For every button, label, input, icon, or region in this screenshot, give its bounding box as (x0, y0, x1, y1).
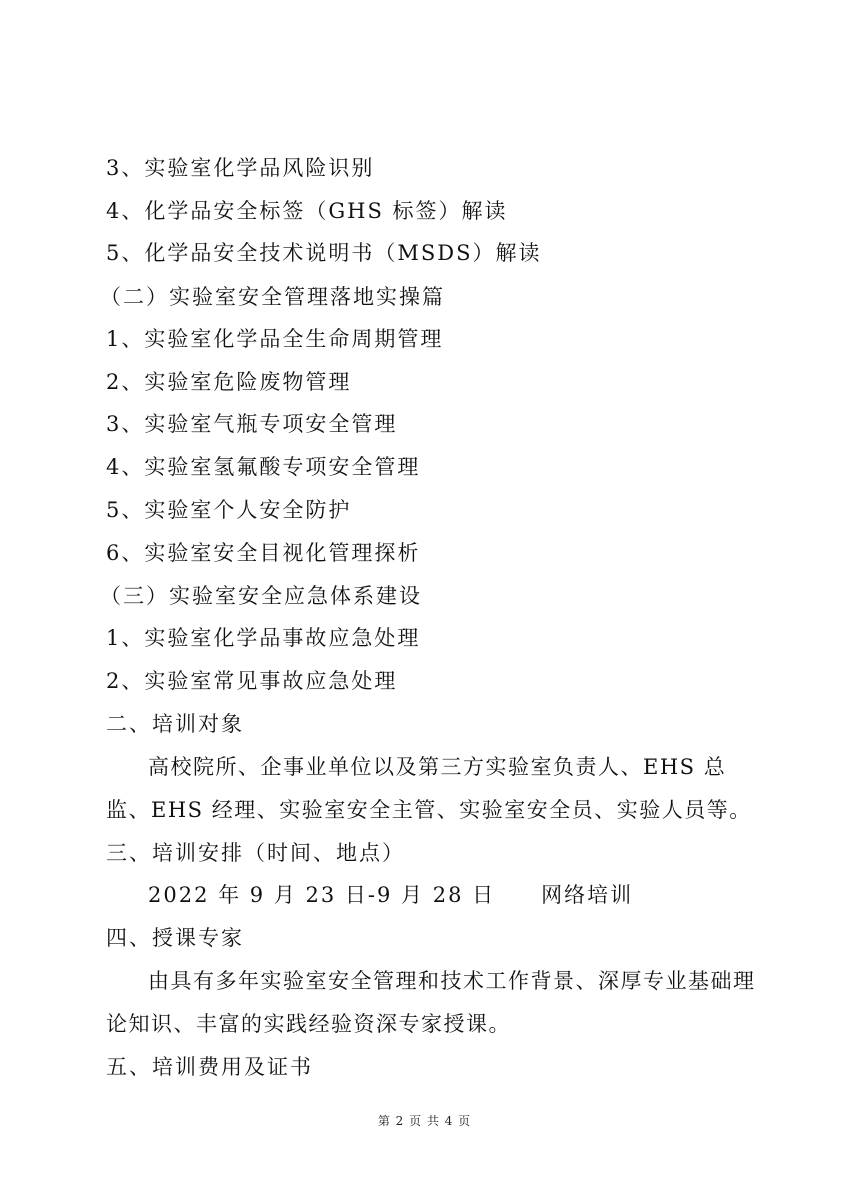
heading-experts: 四、授课专家 (106, 926, 244, 950)
schedule-date-location: 2022 年 9 月 23 日-9 月 28 日 网络培训 (148, 883, 634, 907)
outline-item-gas-cylinder: 3、实验室气瓶专项安全管理 (106, 412, 398, 436)
experts-paragraph: 由具有多年实验室安全管理和技术工作背景、深厚专业基础理论知识、丰富的实践经验资深专家授课。 (106, 969, 756, 1036)
page-number-footer: 第 2 页 共 4 页 (377, 1114, 472, 1128)
heading-training-audience: 二、培训对象 (106, 712, 244, 736)
outline-item-personal-protection: 5、实验室个人安全防护 (106, 498, 352, 522)
outline-item-ghs-label: 4、化学品安全标签（GHS 标签）解读 (106, 199, 508, 223)
audience-paragraph: 高校院所、企事业单位以及第三方实验室负责人、EHS 总监、EHS 经理、实验室安全主管、实验室安全员、实验人员等。 (106, 755, 752, 822)
outline-item-chemical-risk-identification: 3、实验室化学品风险识别 (106, 156, 375, 180)
heading-training-schedule: 三、培训安排（时间、地点） (106, 841, 405, 865)
outline-item-hydrofluoric-acid: 4、实验室氢氟酸专项安全管理 (106, 455, 421, 479)
section-heading-emergency: （三）实验室安全应急体系建设 (100, 584, 422, 608)
outline-item-visual-management: 6、实验室安全目视化管理探析 (106, 541, 421, 565)
heading-fees-certificate: 五、培训费用及证书 (106, 1055, 313, 1079)
outline-item-chemical-accident: 1、实验室化学品事故应急处理 (106, 626, 421, 650)
outline-item-common-accident: 2、实验室常见事故应急处理 (106, 669, 398, 693)
outline-item-hazardous-waste: 2、实验室危险废物管理 (106, 370, 352, 394)
section-heading-practice: （二）实验室安全管理落地实操篇 (100, 285, 445, 309)
outline-item-lifecycle-management: 1、实验室化学品全生命周期管理 (106, 327, 444, 351)
outline-item-msds: 5、化学品安全技术说明书（MSDS）解读 (106, 241, 542, 265)
